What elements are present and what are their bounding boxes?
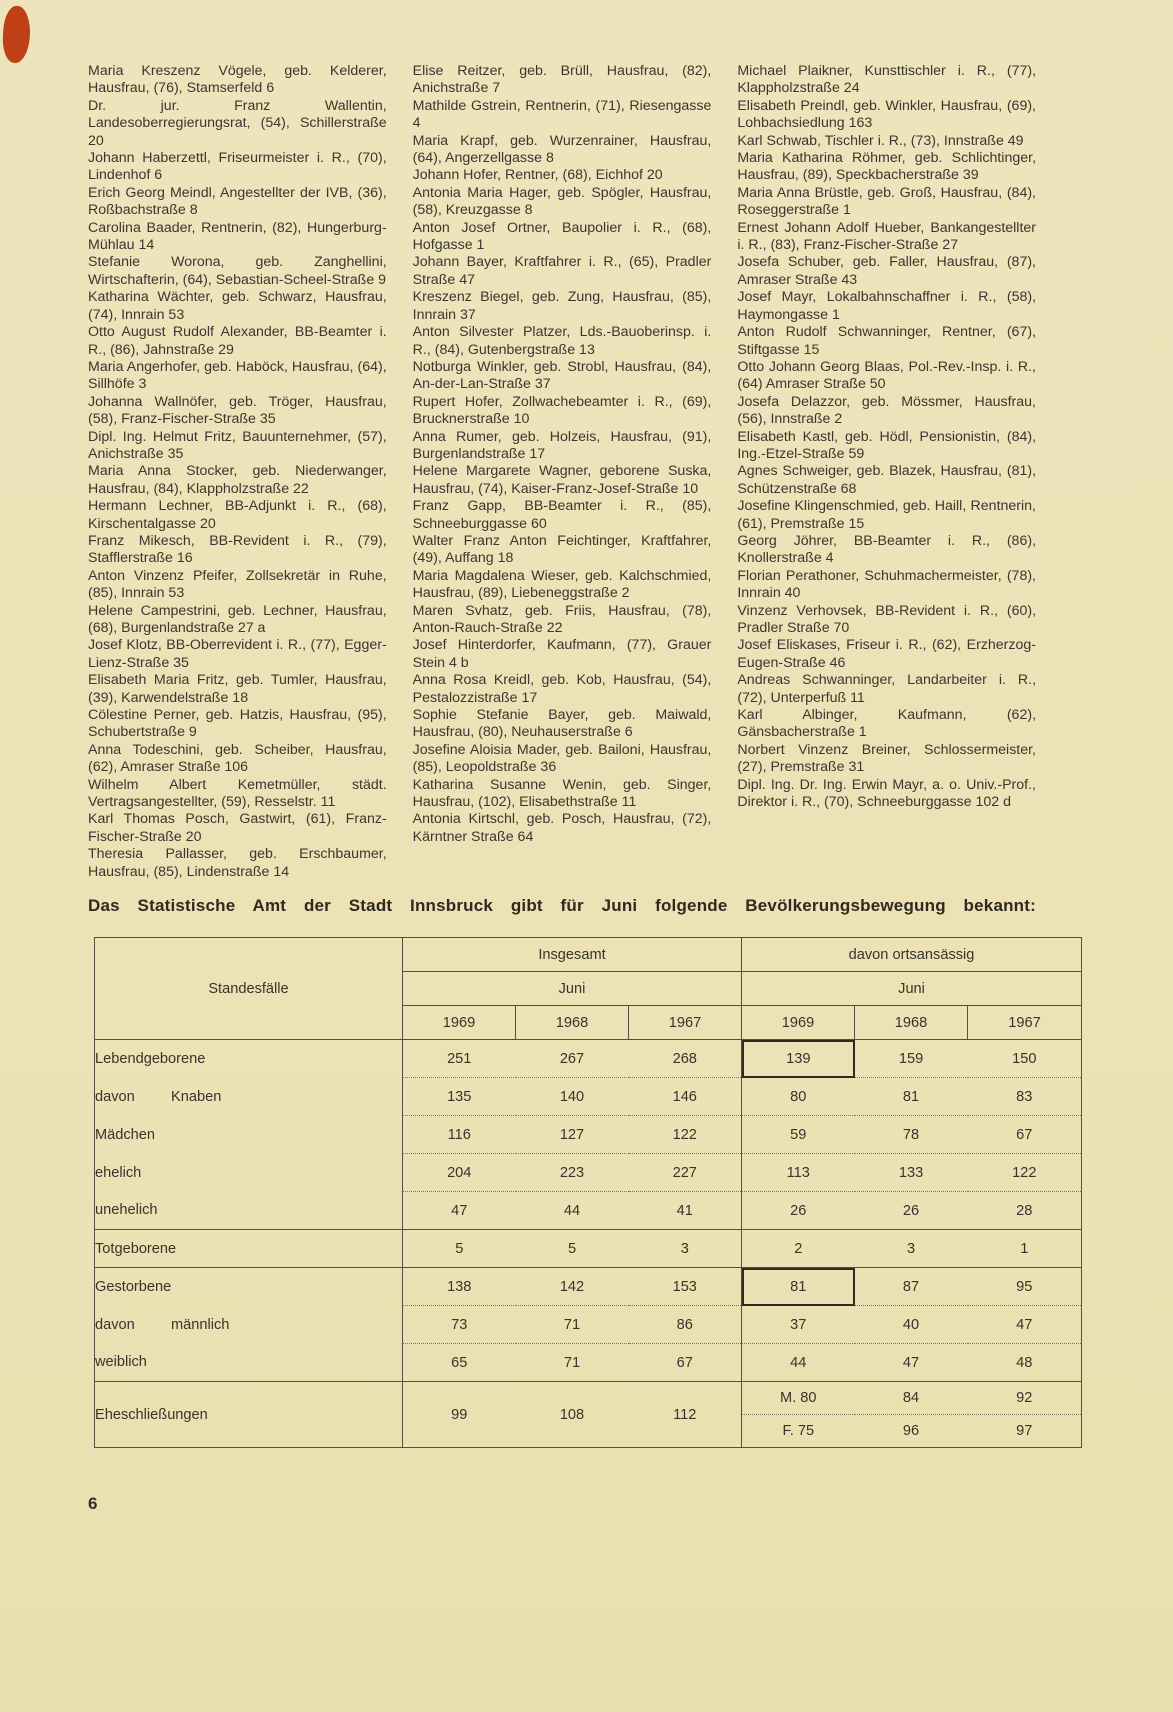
insgesamt-header: Insgesamt bbox=[403, 938, 742, 972]
table-row-ehelich bbox=[95, 1154, 1082, 1192]
year-header: 1968 bbox=[516, 1006, 629, 1040]
resident-entry: Johann Bayer, Kraftfahrer i. R., (65), Pradler Straße 47 bbox=[412, 254, 712, 288]
resident-entry: Maria Krapf, geb. Wurzenrainer, Hausfrau, (64), Angerzellgasse 8 bbox=[412, 132, 712, 167]
value-cell: 84 bbox=[855, 1382, 968, 1415]
value-cell: 153 bbox=[629, 1268, 742, 1306]
resident-entry: Maria Angerhofer, geb. Haböck, Hausfrau, (64), Sillhöfe 3 bbox=[88, 358, 387, 393]
value-cell: 227 bbox=[629, 1154, 742, 1192]
resident-entry: Josef Mayr, Lokalbahnschaffner i. R., (58), Haymongasse 1 bbox=[737, 289, 1037, 323]
value-cell: 87 bbox=[855, 1268, 968, 1306]
resident-entry: Carolina Baader, Rentnerin, (82), Hungerburg-Mühlau 14 bbox=[88, 219, 387, 254]
value-cell: 73 bbox=[403, 1306, 516, 1344]
value-cell: 112 bbox=[629, 1382, 742, 1448]
resident-entry: Notburga Winkler, geb. Strobl, Hausfrau, (84), An-der-Lan-Straße 37 bbox=[412, 358, 712, 393]
resident-entry: Elisabeth Preindl, geb. Winkler, Hausfrau, (69), Lohbachsiedlung 163 bbox=[737, 97, 1037, 132]
resident-entry: Agnes Schweiger, geb. Blazek, Hausfrau, (81), Schützenstraße 68 bbox=[737, 463, 1037, 497]
row-label: unehelich bbox=[95, 1192, 403, 1230]
resident-entry: Andreas Schwanninger, Landarbeiter i. R., (72), Unterperfuß 11 bbox=[737, 672, 1037, 706]
value-cell: 81 bbox=[855, 1078, 968, 1116]
resident-entry: Helene Campestrini, geb. Lechner, Hausfrau, (68), Burgenlandstraße 27 a bbox=[88, 602, 387, 636]
juni-header: Juni bbox=[742, 972, 1082, 1006]
value-cell: 99 bbox=[403, 1382, 516, 1448]
row-label: Mädchen bbox=[95, 1116, 403, 1154]
resident-entry: Walter Franz Anton Feichtinger, Kraftfahrer, (49), Auffang 18 bbox=[412, 532, 712, 567]
value-cell: 86 bbox=[629, 1306, 742, 1344]
table-row-knaben bbox=[95, 1078, 1082, 1116]
value-cell: 1 bbox=[968, 1230, 1082, 1268]
value-cell: 223 bbox=[516, 1154, 629, 1192]
value-cell: 83 bbox=[968, 1078, 1082, 1116]
resident-entry: Anna Todeschini, geb. Scheiber, Hausfrau, (62), Amraser Straße 106 bbox=[88, 741, 387, 776]
value-cell: 92 bbox=[968, 1382, 1082, 1415]
value-cell: 37 bbox=[742, 1306, 855, 1344]
value-cell: 138 bbox=[403, 1268, 516, 1306]
resident-entry: Stefanie Worona, geb. Zanghellini, Wirtschafterin, (64), Sebastian-Scheel-Straße 9 bbox=[88, 254, 387, 288]
column-right bbox=[737, 63, 1036, 881]
resident-entry: Josef Eliskases, Friseur i. R., (62), Erzherzog-Eugen-Straße 46 bbox=[737, 637, 1037, 671]
resident-entry: Maria Anna Stocker, geb. Niederwanger, Hausfrau, (84), Klappholzstraße 22 bbox=[88, 463, 387, 497]
value-cell: 159 bbox=[855, 1040, 968, 1078]
value-cell: 96 bbox=[855, 1415, 968, 1448]
table-row-weiblich bbox=[95, 1344, 1082, 1382]
resident-entry: Otto Johann Georg Blaas, Pol.-Rev.-Insp. i. R., (64) Amraser Straße 50 bbox=[737, 358, 1037, 393]
resident-entry: Rupert Hofer, Zollwachebeamter i. R., (69), Brucknerstraße 10 bbox=[412, 393, 712, 428]
column-left bbox=[88, 63, 387, 881]
table-group-header-row bbox=[95, 938, 1082, 972]
resident-entry: Elisabeth Kastl, geb. Hödl, Pensionistin, (84), Ing.-Etzel-Straße 59 bbox=[737, 428, 1037, 462]
value-cell: 122 bbox=[629, 1116, 742, 1154]
value-cell: 26 bbox=[742, 1192, 855, 1230]
row-label bbox=[95, 1306, 403, 1344]
page-number: 6 bbox=[88, 1494, 98, 1513]
value-cell: 3 bbox=[855, 1230, 968, 1268]
resident-entry: Johanna Wallnöfer, geb. Tröger, Hausfrau, (58), Franz-Fischer-Straße 35 bbox=[88, 393, 387, 428]
resident-entry: Franz Gapp, BB-Beamter i. R., (85), Schneeburggasse 60 bbox=[412, 498, 712, 532]
value-cell: 65 bbox=[403, 1344, 516, 1382]
value-cell: 135 bbox=[403, 1078, 516, 1116]
value-cell: 59 bbox=[742, 1116, 855, 1154]
table-row-totgeborene bbox=[95, 1230, 1082, 1268]
table-row-maedchen bbox=[95, 1116, 1082, 1154]
resident-entry: Mathilde Gstrein, Rentnerin, (71), Riesengasse 4 bbox=[412, 97, 712, 132]
row-label: Eheschließungen bbox=[95, 1382, 403, 1448]
resident-entry: Maria Katharina Röhmer, geb. Schlichtinger, Hausfrau, (89), Speckbacherstraße 39 bbox=[737, 150, 1037, 184]
value-cell-highlighted: 139 bbox=[742, 1040, 855, 1078]
value-cell: 67 bbox=[968, 1116, 1082, 1154]
resident-entry: Anna Rumer, geb. Holzeis, Hausfrau, (91), Burgenlandstraße 17 bbox=[412, 428, 712, 462]
value-cell: 5 bbox=[516, 1230, 629, 1268]
year-header: 1969 bbox=[403, 1006, 516, 1040]
year-header: 1968 bbox=[855, 1006, 968, 1040]
value-cell-male: M. 80 bbox=[742, 1382, 855, 1415]
resident-entry: Helene Margarete Wagner, geborene Suska, Hausfrau, (74), Kaiser-Franz-Josef-Straße 10 bbox=[412, 463, 712, 497]
value-cell: 133 bbox=[855, 1154, 968, 1192]
table-row-maennlich bbox=[95, 1306, 1082, 1344]
resident-entry: Josefine Aloisia Mader, geb. Bailoni, Hausfrau, (85), Leopoldstraße 36 bbox=[412, 741, 712, 776]
value-cell: 26 bbox=[855, 1192, 968, 1230]
row-label-prefix: davon bbox=[95, 1316, 135, 1333]
resident-entry: Josefa Delazzor, geb. Mössmer, Hausfrau, (56), Innstraße 2 bbox=[737, 393, 1037, 428]
resident-entry: Maria Kreszenz Vögele, geb. Kelderer, Hausfrau, (76), Stamserfeld 6 bbox=[88, 63, 387, 97]
row-label: ehelich bbox=[95, 1154, 403, 1192]
resident-entry: Kreszenz Biegel, geb. Zung, Hausfrau, (85), Innrain 37 bbox=[412, 289, 712, 323]
resident-entry: Georg Jöhrer, BB-Beamter i. R., (86), Knollerstraße 4 bbox=[737, 532, 1037, 567]
statistics-heading: Das Statistische Amt der Stadt Innsbruck gibt für Juni folgende Bevölkerungsbewegung bekannt: bbox=[88, 896, 1036, 915]
value-cell: 67 bbox=[629, 1344, 742, 1382]
resident-entry: Antonia Kirtschl, geb. Posch, Hausfrau, (72), Kärntner Straße 64 bbox=[412, 811, 712, 845]
resident-entry: Maren Svhatz, geb. Friis, Hausfrau, (78), Anton-Rauch-Straße 22 bbox=[412, 602, 712, 636]
value-cell: 142 bbox=[516, 1268, 629, 1306]
resident-entry: Antonia Maria Hager, geb. Spögler, Hausfrau, (58), Kreuzgasse 8 bbox=[412, 184, 712, 219]
value-cell: 2 bbox=[742, 1230, 855, 1268]
value-cell-female: F. 75 bbox=[742, 1415, 855, 1448]
value-cell: 95 bbox=[968, 1268, 1082, 1306]
value-cell: 251 bbox=[403, 1040, 516, 1078]
value-cell: 47 bbox=[855, 1344, 968, 1382]
value-cell: 40 bbox=[855, 1306, 968, 1344]
resident-entry: Vinzenz Verhovsek, BB-Revident i. R., (60), Pradler Straße 70 bbox=[737, 602, 1037, 636]
value-cell: 267 bbox=[516, 1040, 629, 1078]
value-cell: 3 bbox=[629, 1230, 742, 1268]
value-cell: 41 bbox=[629, 1192, 742, 1230]
resident-entry: Michael Plaikner, Kunsttischler i. R., (77), Klappholzstraße 24 bbox=[737, 63, 1037, 97]
resident-entry: Otto August Rudolf Alexander, BB-Beamter i. R., (86), Jahnstraße 29 bbox=[88, 324, 387, 358]
value-cell: 44 bbox=[516, 1192, 629, 1230]
resident-entry: Anton Silvester Platzer, Lds.-Bauoberinsp. i. R., (84), Gutenbergstraße 13 bbox=[412, 324, 712, 358]
resident-entry: Theresia Pallasser, geb. Erschbaumer, Hausfrau, (85), Lindenstraße 14 bbox=[88, 846, 387, 880]
value-cell: 71 bbox=[516, 1306, 629, 1344]
value-cell: 268 bbox=[629, 1040, 742, 1078]
row-label: Gestorbene bbox=[95, 1268, 403, 1306]
value-cell: 204 bbox=[403, 1154, 516, 1192]
value-cell: 146 bbox=[629, 1078, 742, 1116]
resident-entry: Josefine Klingenschmied, geb. Haill, Rentnerin, (61), Premstraße 15 bbox=[737, 498, 1037, 532]
value-cell: 97 bbox=[968, 1415, 1082, 1448]
resident-entry: Franz Mikesch, BB-Revident i. R., (79), Stafflerstraße 16 bbox=[88, 532, 387, 567]
year-header: 1967 bbox=[629, 1006, 742, 1040]
ortsansaessig-header: davon ortsansässig bbox=[742, 938, 1082, 972]
resident-entry: Dipl. Ing. Dr. Ing. Erwin Mayr, a. o. Univ.-Prof., Direktor i. R., (70), Schneeburggasse 102 d bbox=[737, 776, 1037, 811]
resident-entry: Maria Anna Brüstle, geb. Groß, Hausfrau, (84), Roseggerstraße 1 bbox=[737, 184, 1037, 219]
value-cell-highlighted: 81 bbox=[742, 1268, 855, 1306]
value-cell: 140 bbox=[516, 1078, 629, 1116]
red-ink-mark bbox=[1, 5, 32, 64]
resident-entry: Norbert Vinzenz Breiner, Schlossermeister, (27), Premstraße 31 bbox=[737, 741, 1037, 776]
resident-entry: Anton Vinzenz Pfeifer, Zollsekretär in Ruhe, (85), Innrain 53 bbox=[88, 567, 387, 602]
resident-entry: Florian Perathoner, Schuhmachermeister, (78), Innrain 40 bbox=[737, 567, 1037, 602]
resident-entry: Dr. jur. Franz Wallentin, Landesoberregierungsrat, (54), Schillerstraße 20 bbox=[88, 97, 387, 149]
resident-entry: Sophie Stefanie Bayer, geb. Maiwald, Hausfrau, (80), Neuhauserstraße 6 bbox=[412, 707, 712, 741]
table-row-eheschliessungen bbox=[95, 1382, 1082, 1415]
value-cell: 108 bbox=[516, 1382, 629, 1448]
juni-header: Juni bbox=[403, 972, 742, 1006]
row-label-text: männlich bbox=[171, 1316, 230, 1333]
resident-entry: Cölestine Perner, geb. Hatzis, Hausfrau, (95), Schubertstraße 9 bbox=[88, 707, 387, 741]
resident-entry: Wilhelm Albert Kemetmüller, städt. Vertragsangestellter, (59), Resselstr. 11 bbox=[88, 776, 387, 811]
row-label-prefix: davon bbox=[95, 1088, 135, 1105]
resident-entry: Anton Rudolf Schwanninger, Rentner, (67), Stiftgasse 15 bbox=[737, 324, 1037, 358]
resident-entry: Anton Josef Ortner, Baupolier i. R., (68), Hofgasse 1 bbox=[412, 219, 712, 254]
value-cell: 71 bbox=[516, 1344, 629, 1382]
row-label: Totgeborene bbox=[95, 1230, 403, 1268]
standesfaelle-header: Standesfälle bbox=[95, 938, 403, 1040]
resident-entry: Erich Georg Meindl, Angestellter der IVB, (36), Roßbachstraße 8 bbox=[88, 184, 387, 219]
resident-entry: Dipl. Ing. Helmut Fritz, Bauunternehmer, (57), Anichstraße 35 bbox=[88, 428, 387, 462]
year-header: 1969 bbox=[742, 1006, 855, 1040]
value-cell: 116 bbox=[403, 1116, 516, 1154]
statistics-table bbox=[94, 937, 1082, 1448]
resident-entry: Karl Schwab, Tischler i. R., (73), Innstraße 49 bbox=[737, 132, 1024, 149]
resident-entry: Josefa Schuber, geb. Faller, Hausfrau, (87), Amraser Straße 43 bbox=[737, 254, 1037, 288]
value-cell: 127 bbox=[516, 1116, 629, 1154]
table-row-gestorbene bbox=[95, 1268, 1082, 1306]
resident-entry: Katharina Susanne Wenin, geb. Singer, Hausfrau, (102), Elisabethstraße 11 bbox=[412, 776, 712, 811]
value-cell: 44 bbox=[742, 1344, 855, 1382]
resident-entry: Josef Klotz, BB-Oberrevident i. R., (77), Egger-Lienz-Straße 35 bbox=[88, 637, 387, 671]
row-label-text: Knaben bbox=[171, 1088, 222, 1105]
resident-entry: Elisabeth Maria Fritz, geb. Tumler, Hausfrau, (39), Karwendelstraße 18 bbox=[88, 672, 387, 706]
resident-list bbox=[88, 63, 1036, 881]
resident-entry: Karl Thomas Posch, Gastwirt, (61), Franz-Fischer-Straße 20 bbox=[88, 811, 387, 845]
resident-entry: Katharina Wächter, geb. Schwarz, Hausfrau, (74), Innrain 53 bbox=[88, 289, 387, 323]
value-cell: 28 bbox=[968, 1192, 1082, 1230]
resident-entry: Johann Hofer, Rentner, (68), Eichhof 20 bbox=[412, 167, 663, 184]
row-label: weiblich bbox=[95, 1344, 403, 1382]
value-cell: 48 bbox=[968, 1344, 1082, 1382]
value-cell: 80 bbox=[742, 1078, 855, 1116]
value-cell: 150 bbox=[968, 1040, 1082, 1078]
value-cell: 113 bbox=[742, 1154, 855, 1192]
resident-entry: Karl Albinger, Kaufmann, (62), Gänsbacherstraße 1 bbox=[737, 707, 1037, 741]
resident-entry: Johann Haberzettl, Friseurmeister i. R., (70), Lindenhof 6 bbox=[88, 150, 387, 184]
column-middle bbox=[413, 63, 712, 881]
resident-entry: Maria Magdalena Wieser, geb. Kalchschmied, Hausfrau, (89), Liebeneggstraße 2 bbox=[412, 567, 712, 602]
year-header: 1967 bbox=[968, 1006, 1082, 1040]
resident-entry: Hermann Lechner, BB-Adjunkt i. R., (68), Kirschentalgasse 20 bbox=[88, 498, 387, 532]
value-cell: 47 bbox=[403, 1192, 516, 1230]
resident-entry: Elise Reitzer, geb. Brüll, Hausfrau, (82), Anichstraße 7 bbox=[412, 63, 712, 97]
row-label bbox=[95, 1078, 403, 1116]
value-cell: 122 bbox=[968, 1154, 1082, 1192]
resident-entry: Anna Rosa Kreidl, geb. Kob, Hausfrau, (54), Pestalozzistraße 17 bbox=[412, 672, 712, 706]
table-row-unehelich bbox=[95, 1192, 1082, 1230]
value-cell: 5 bbox=[403, 1230, 516, 1268]
resident-entry: Josef Hinterdorfer, Kaufmann, (77), Grauer Stein 4 b bbox=[412, 637, 712, 671]
row-label: Lebendgeborene bbox=[95, 1040, 403, 1078]
table-row-lebendgeborene bbox=[95, 1040, 1082, 1078]
value-cell: 47 bbox=[968, 1306, 1082, 1344]
value-cell: 78 bbox=[855, 1116, 968, 1154]
resident-entry: Ernest Johann Adolf Hueber, Bankangestellter i. R., (83), Franz-Fischer-Straße 27 bbox=[737, 219, 1037, 254]
